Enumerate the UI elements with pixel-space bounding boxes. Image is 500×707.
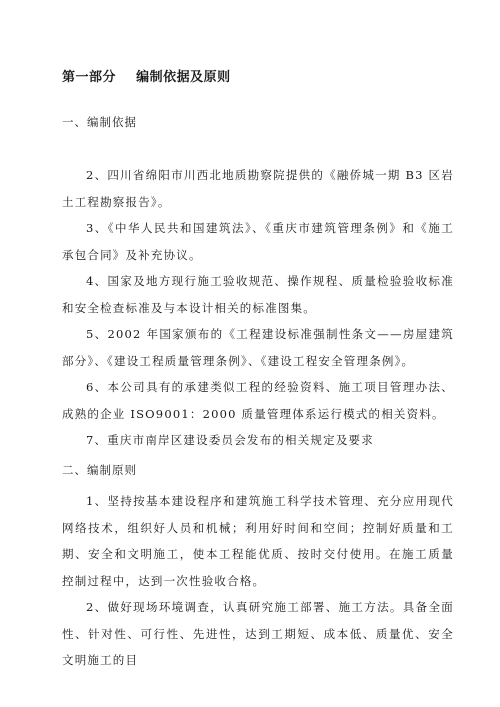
basis-item: 6、本公司具有的承建类似工程的经验资料、施工项目管理办法、成熟的企业 ISO9001：2000 质量管理体系运行模式的相关资料。: [62, 380, 454, 421]
part-title: 第一部分 编制依据及原则: [62, 70, 231, 85]
principle-item: 1、坚持按基本建设程序和建筑施工科学技术管理、充分应用现代网络技术，组织好人员和机械；利用好时间和空间；控制好质量和工期、安全和文明施工，使本工程能优质、按时交付使用。在施工质量控制过程中，达到一次性验收合格。: [62, 494, 454, 588]
section-heading-basis: 一、编制依据: [62, 115, 137, 129]
basis-item: 5、2002 年国家颁布的《工程建设标准强制性条文——房屋建筑部分》、《建设工程质量管理条例》、《建设工程安全管理条例》。: [62, 327, 454, 368]
section-heading-principles: 二、编制原则: [62, 463, 137, 477]
basis-item: 3、《中华人民共和国建筑法》、《重庆市建筑管理条例》和《施工承包合同》及补充协议。: [62, 221, 454, 262]
basis-item: 7、重庆市南岸区建设委员会发布的相关规定及要求: [86, 433, 374, 447]
basis-item: 2、四川省绵阳市川西北地质勘察院提供的《融侨城一期 B3 区岩土工程勘察报告》。: [62, 168, 454, 209]
basis-item: 4、国家及地方现行施工验收规范、操作规程、质量检验验收标准和安全检查标准及与本设计相关的标准图集。: [62, 274, 454, 315]
principle-item: 2、做好现场环境调查，认真研究施工部署、施工方法。具备全面性、针对性、可行性、先进性，达到工期短、成本低、质量优、安全文明施工的目: [62, 600, 454, 667]
